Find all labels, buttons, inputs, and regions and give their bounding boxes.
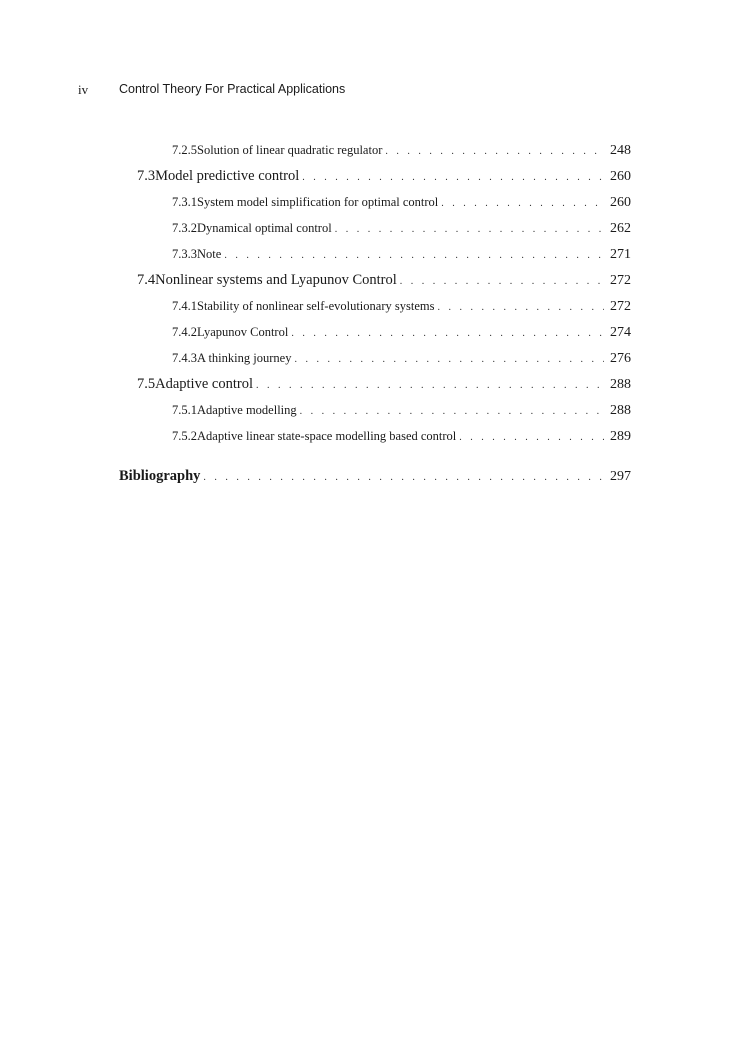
toc-entry-7-4[interactable] — [137, 272, 631, 289]
toc-entry-7-5[interactable] — [137, 376, 631, 393]
toc-entry-number: 7.5.2 — [172, 429, 197, 443]
toc-entry-7-5-1[interactable] — [172, 403, 631, 419]
toc-entry-title: Adaptive control — [155, 376, 253, 392]
toc-entry-bibliography[interactable] — [119, 468, 631, 485]
dot-leader — [437, 302, 604, 313]
dot-leader — [300, 406, 604, 417]
toc-entry-title: Dynamical optimal control — [197, 221, 332, 235]
toc-entry-number: 7.5 — [137, 376, 156, 392]
toc-entry-7-2-5[interactable] — [172, 143, 631, 159]
toc-entry-page: 260 — [610, 169, 631, 184]
toc-entry-title: System model simplification for optimal control — [197, 195, 439, 209]
dot-leader — [302, 172, 604, 183]
toc-entry-title: Solution of linear quadratic regulator — [197, 143, 383, 157]
toc-entry-title: Adaptive modelling — [197, 403, 297, 417]
toc-entry-7-4-1[interactable] — [172, 299, 631, 315]
toc-entry-title: A thinking journey — [197, 351, 292, 365]
dot-leader — [459, 432, 604, 443]
toc-entry-7-3-1[interactable] — [172, 195, 631, 211]
toc-entry-page: 272 — [610, 299, 631, 314]
toc-entry-page: 271 — [610, 247, 631, 262]
toc-entry-title: Nonlinear systems and Lyapunov Control — [155, 272, 397, 288]
toc-entry-page: 260 — [610, 195, 631, 210]
toc-entry-number: 7.3 — [137, 168, 156, 184]
toc-entry-number: 7.4.2 — [172, 325, 197, 339]
toc-entry-title: Lyapunov Control — [197, 325, 289, 339]
dot-leader — [400, 276, 604, 287]
toc-entry-title: Model predictive control — [155, 168, 300, 184]
toc-entry-number: 7.4 — [137, 272, 156, 288]
toc-entry-page: 288 — [610, 403, 631, 418]
toc-entry-number: 7.4.1 — [172, 299, 197, 313]
toc-entry-number: 7.3.1 — [172, 195, 197, 209]
toc-entry-page: 272 — [610, 273, 631, 288]
toc-entry-page: 297 — [610, 469, 631, 484]
toc-entry-number: 7.4.3 — [172, 351, 197, 365]
toc-entry-page: 288 — [610, 377, 631, 392]
toc-entry-number: 7.2.5 — [172, 143, 197, 157]
toc-entry-page: 274 — [610, 325, 631, 340]
toc-entry-7-3-2[interactable] — [172, 221, 631, 237]
toc-entry-7-3-3[interactable] — [172, 247, 631, 263]
toc-entry-title: Adaptive linear state-space modelling based control — [197, 429, 457, 443]
running-title: Control Theory For Practical Applications — [119, 82, 346, 96]
dot-leader — [294, 354, 604, 365]
toc-entry-number: 7.3.2 — [172, 221, 197, 235]
toc-entry-number: 7.3.3 — [172, 247, 197, 261]
toc-entry-page: 289 — [610, 429, 631, 444]
toc-entry-7-4-2[interactable] — [172, 325, 631, 341]
toc-entry-7-5-2[interactable] — [172, 429, 631, 445]
toc-entry-page: 276 — [610, 351, 631, 366]
dot-leader — [441, 198, 604, 209]
dot-leader — [224, 250, 604, 261]
toc-entry-7-4-3[interactable] — [172, 351, 631, 367]
toc-entry-title: Note — [197, 247, 222, 261]
toc-entry-7-3[interactable] — [137, 168, 631, 185]
toc-entry-title: Bibliography — [119, 468, 201, 484]
dot-leader — [385, 146, 604, 157]
dot-leader — [256, 380, 604, 391]
toc-entry-page: 262 — [610, 221, 631, 236]
dot-leader — [291, 328, 604, 339]
toc-entry-title: Stability of nonlinear self-evolutionary systems — [197, 299, 435, 313]
dot-leader — [335, 224, 604, 235]
toc-entry-page: 248 — [610, 143, 631, 158]
page-number: iv — [78, 82, 89, 97]
toc-entry-number: 7.5.1 — [172, 403, 197, 417]
dot-leader — [203, 472, 604, 483]
